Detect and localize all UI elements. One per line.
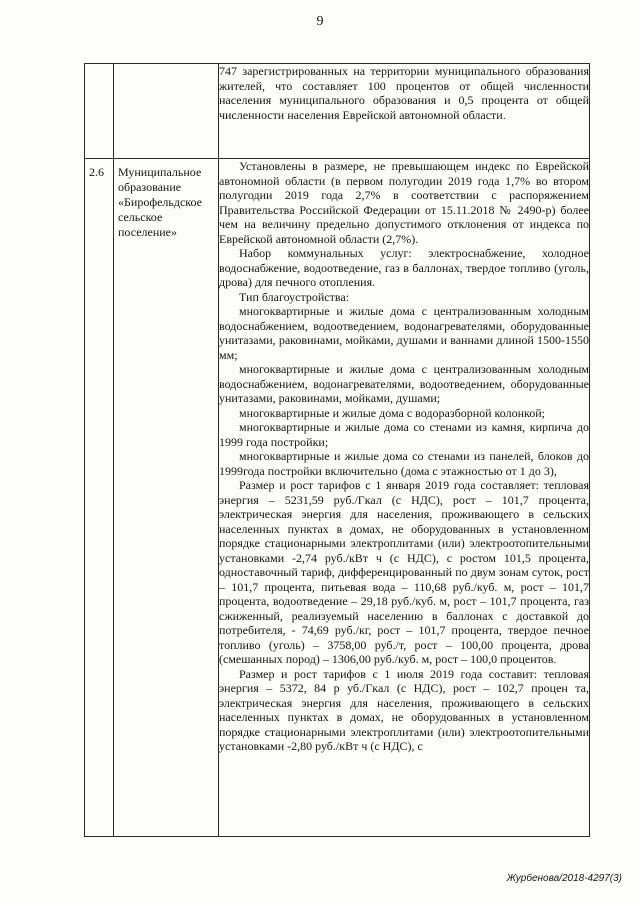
description-cell [219,159,590,837]
paragraph: Набор коммунальных услуг: электроснабжение, холодное водоснабжение, водоотведение, газ в баллонах, твердое топливо (уголь, дрова) для печного отопления. [219,246,589,289]
paragraph: многоквартирные и жилые дома со стенами из панелей, блоков до 1999года постройки включительно (дома с этажностью от 1 до 3), [219,449,589,478]
paragraph: многоквартирные и жилые дома с централизованным холодным водоснабжением, водоотведением, водонагревателями, оборудованные унитазами, раковинами, мойками, душами и ваннами длиной 1500-1550 мм; [219,304,589,362]
table-row [85,159,590,837]
paragraph: многоквартирные и жилые дома со стенами из камня, кирпича до 1999 года постройки; [219,420,589,449]
row-number-cell [85,159,114,837]
description-cell [219,64,590,159]
paragraph: Размер и рост тарифов с 1 июля 2019 года составит: тепловая энергия – 5372, 84 р уб./Гкал (с НДС), рост – 102,7 процен та, электрическая энергия для населения, проживающего в сельских населенных пунктах в домах, не оборудованных в установленном порядке стационарными электроплитами (или) электроотопительными установками -2,80 руб./кВт ч (с НДС), с [219,666,589,753]
page-number: 9 [316,14,324,29]
paragraph: 747 зарегистрированных на территории муниципального образования жителей, что составляет 100 процентов от общей численности населения муниципального образования и 0,5 процента от общей численности населения Еврейской автономной области. [219,64,589,122]
paragraph: многоквартирные и жилые дома с водоразборной колонкой; [239,405,545,420]
paragraph: Установлены в размере, не превышающем индекс по Еврейской автономной области (в первом полугодии 2019 года 1,7% во втором полугодии 2019 года 2,7% в соответствии с распоряжением Правительства Российской Федерации от 15.11.2018 № 2490-р) более чем на величину предельно допустимого отклонения от индекса по Еврейской автономной области (2,7%). [219,159,589,246]
tariff-table [84,63,590,837]
table-row [85,64,590,159]
municipality-cell [114,64,219,159]
row-number: 2.6 [89,165,104,179]
paragraph: многоквартирные и жилые дома с централизованным холодным водоснабжением, водонагревателями, водоотведением, оборудованные унитазами, раковинами, мойками, душами; [219,362,589,405]
paragraph: Тип благоустройства: [239,289,350,304]
paragraph: Размер и рост тарифов с 1 января 2019 года составляет: тепловая энергия – 5231,59 руб./Гкал (с НДС), рост – 101,7 процента, электрическая энергия для населения, проживающего в сельских населенных пунктах в домах, не оборудованных в установленном порядке стационарными электроплитами (или) электроотопительными установками -2,74 руб./кВт ч (с НДС), с ростом 101,5 процента, одноставочный тариф, дифференцированный по двум зонам суток, рост – 101,7 процента, питьевая вода – 110,68 руб./куб. м, рост – 101,7 процента, водоотведение – 29,18 руб./куб. м, рост – 101,7 процента, газ сжиженный, реализуемый населению в баллонах с доставкой до потребителя, - 74,69 руб./кг, рост – 101,7 процента, твердое печное топливо (уголь) – 3758,00 руб./т, рост – 100,00 процента, дрова (смешанных пород) – 1306,00 руб./куб. м, рост – 100,0 процентов. [219,478,589,666]
row-number-cell [85,64,114,159]
municipality-name: Муниципальное образование «Бирофельдское сельское поселение» [118,165,202,239]
document-footer-code: Журбенова/2018-4297(3) [506,873,622,884]
municipality-cell [114,159,219,837]
